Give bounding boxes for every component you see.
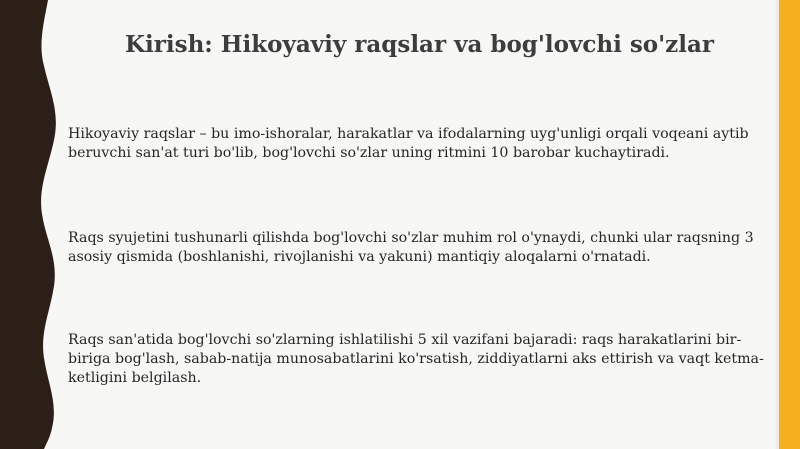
paragraph-1: Hikoyaviy raqslar – bu imo-ishoralar, harakatlar va ifodalarning uyg'unligi orqali voqeani aytib beruvchi san'at turi bo'lib, bog'lovchi so'zlar uning ritmini 10 barobar kuchaytiradi.: [68, 126, 749, 161]
wavy-left-border: [0, 0, 60, 449]
accent-bar: [779, 0, 800, 449]
paragraph-2: Raqs syujetini tushunarli qilishda bog'lovchi so'zlar muhim rol o'ynaydi, chunki ular raqsning 3 asosiy qismida (boshlanishi, rivojlanishi va yakuni) mantiqiy aloqalarni o'rnatadi.: [68, 230, 754, 265]
wavy-left-border-shape: [0, 0, 56, 449]
paragraph-3: Raqs san'atida bog'lovchi so'zlarning ishlatilishi 5 xil vazifani bajaradi: raqs harakatlarini bir-biriga bog'lash, sabab-natija munosabatlarini ko'rsatish, ziddiyatlarni aks ettirish va vaqt ketma-ketligini belgilash.: [68, 332, 764, 386]
slide-title: Kirish: Hikoyaviy raqslar va bog'lovchi so'zlar: [125, 31, 714, 58]
